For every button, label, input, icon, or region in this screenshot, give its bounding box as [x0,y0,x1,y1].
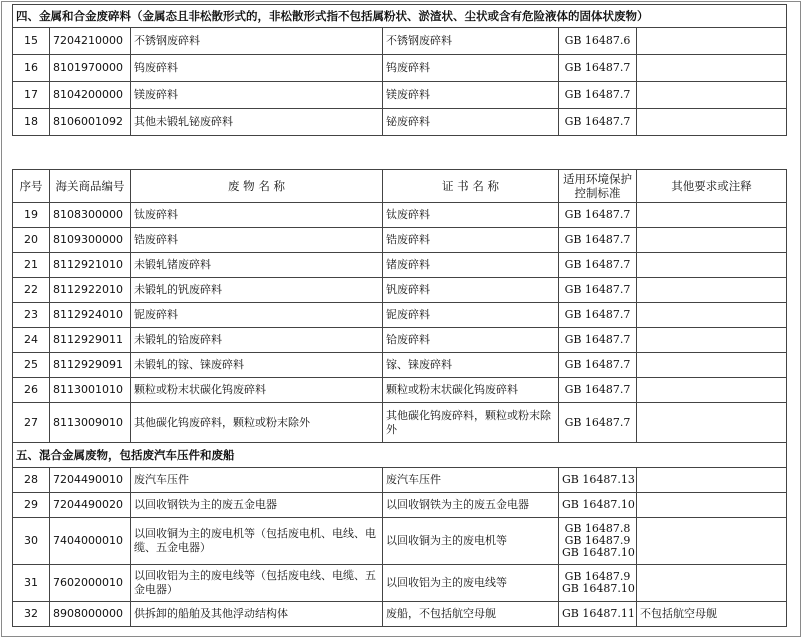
cert-cell: 铌废碎料 [383,303,559,328]
seq-cell: 22 [13,278,50,303]
std-value: GB 16487.7 [564,115,631,128]
code-cell: 8112921010 [50,253,131,278]
table-row [13,565,787,602]
name-cell: 锆废碎料 [131,228,383,253]
note-cell [637,55,787,82]
name-cell: 铌废碎料 [131,303,383,328]
table-row [13,403,787,443]
header-cert: 证 书 名 称 [383,170,559,203]
note-cell [637,493,787,518]
table-row [13,353,787,378]
std-cell [559,518,637,565]
std-value: GB 16487.9 [564,534,631,547]
table-row [13,109,787,136]
table-row [13,228,787,253]
std-value: GB 16487.7 [564,333,631,346]
note-cell [637,518,787,565]
code-cell: 8113001010 [50,378,131,403]
std-value: GB 16487.7 [564,283,631,296]
table-row [13,468,787,493]
seq-cell: 15 [13,28,50,55]
code-cell: 7204210000 [50,28,131,55]
seq-cell: 27 [13,403,50,443]
std-value: GB 16487.8 [564,522,631,535]
std-cell [559,378,637,403]
name-cell: 未锻轧的镓、铼废碎料 [131,353,383,378]
cert-cell: 以回收钢铁为主的废五金电器 [383,493,559,518]
note-cell [637,28,787,55]
name-cell: 以回收钢铁为主的废五金电器 [131,493,383,518]
std-cell [559,403,637,443]
table-row [13,203,787,228]
table-row [13,55,787,82]
cert-cell: 锆废碎料 [383,228,559,253]
cert-cell: 废船，不包括航空母舰 [383,602,559,627]
cert-cell: 不锈钢废碎料 [383,28,559,55]
std-value: GB 16487.7 [564,358,631,371]
std-cell [559,602,637,627]
table-row [13,518,787,565]
table-row [13,602,787,627]
code-cell: 8106001092 [50,109,131,136]
waste-table-part-1 [12,4,787,136]
table-row [13,278,787,303]
note-cell: 不包括航空母舰 [637,602,787,627]
note-cell [637,403,787,443]
std-cell [559,55,637,82]
code-cell: 8112929091 [50,353,131,378]
name-cell: 镁废碎料 [131,82,383,109]
std-cell [559,493,637,518]
cert-cell: 颗粒或粉末状碳化钨废碎料 [383,378,559,403]
std-cell [559,328,637,353]
name-cell: 其他碳化钨废碎料，颗粒或粉末除外 [131,403,383,443]
name-cell: 未锻轧的铪废碎料 [131,328,383,353]
table-row [13,378,787,403]
name-cell: 不锈钢废碎料 [131,28,383,55]
std-cell [559,468,637,493]
seq-cell: 26 [13,378,50,403]
code-cell: 7602000010 [50,565,131,602]
seq-cell: 19 [13,203,50,228]
table-row [13,28,787,55]
seq-cell: 23 [13,303,50,328]
header-note: 其他要求或注释 [637,170,787,203]
std-value: GB 16487.7 [564,308,631,321]
name-cell: 钨废碎料 [131,55,383,82]
header-seq: 序号 [13,170,50,203]
table-row [13,253,787,278]
note-cell [637,278,787,303]
std-value: GB 16487.13 [562,473,635,486]
note-cell [637,468,787,493]
seq-cell: 31 [13,565,50,602]
seq-cell: 30 [13,518,50,565]
code-cell: 8101970000 [50,55,131,82]
seq-cell: 20 [13,228,50,253]
code-cell: 8112929011 [50,328,131,353]
section-title-mixed-metals: 五、混合金属废物，包括废汽车压件和废船 [13,443,787,468]
name-cell: 颗粒或粉末状碳化钨废碎料 [131,378,383,403]
std-cell [559,28,637,55]
std-cell [559,278,637,303]
seq-cell: 28 [13,468,50,493]
cert-cell: 镓、铼废碎料 [383,353,559,378]
seq-cell: 16 [13,55,50,82]
cert-cell: 镁废碎料 [383,82,559,109]
code-cell: 8109300000 [50,228,131,253]
code-cell: 8113009010 [50,403,131,443]
std-cell [559,565,637,602]
section-row [13,443,787,468]
cert-cell: 钨废碎料 [383,55,559,82]
seq-cell: 17 [13,82,50,109]
code-cell: 8108300000 [50,203,131,228]
name-cell: 以回收铝为主的废电线等（包括废电线、电缆、五金电器） [131,565,383,602]
note-cell [637,303,787,328]
std-value: GB 16487.10 [562,546,635,559]
note-cell [637,228,787,253]
name-cell: 未锻轧的钒废碎料 [131,278,383,303]
header-row [13,170,787,203]
waste-table-part-2 [12,169,787,627]
table-row [13,303,787,328]
std-value: GB 16487.7 [564,383,631,396]
std-value: GB 16487.7 [564,61,631,74]
table-row [13,328,787,353]
seq-cell: 29 [13,493,50,518]
std-cell [559,82,637,109]
std-value: GB 16487.10 [562,498,635,511]
cert-cell: 其他碳化钨废碎料，颗粒或粉末除外 [383,403,559,443]
cert-cell: 钒废碎料 [383,278,559,303]
std-cell [559,253,637,278]
note-cell [637,253,787,278]
table-row [13,493,787,518]
cert-cell: 以回收铝为主的废电线等 [383,565,559,602]
cert-cell: 锗废碎料 [383,253,559,278]
std-value: GB 16487.7 [564,258,631,271]
code-cell: 7404000010 [50,518,131,565]
seq-cell: 32 [13,602,50,627]
std-value: GB 16487.7 [564,88,631,101]
section-title-metals: 四、金属和合金废碎料（金属态且非松散形式的，非松散形式指不包括属粉状、淤渣状、尘状或含有危险液体的固体状废物） [13,5,787,28]
std-value: GB 16487.7 [564,208,631,221]
code-cell: 8112924010 [50,303,131,328]
name-cell: 其他未锻轧铋废碎料 [131,109,383,136]
name-cell: 以回收铜为主的废电机等（包括废电机、电线、电缆、五金电器） [131,518,383,565]
name-cell: 未锻轧锗废碎料 [131,253,383,278]
std-cell [559,109,637,136]
header-code: 海关商品编号 [50,170,131,203]
name-cell: 钛废碎料 [131,203,383,228]
std-value: GB 16487.9 [564,570,631,583]
header-name: 废 物 名 称 [131,170,383,203]
table-row [13,82,787,109]
cert-cell: 废汽车压件 [383,468,559,493]
std-value: GB 16487.7 [564,233,631,246]
note-cell [637,109,787,136]
code-cell: 7204490010 [50,468,131,493]
std-cell [559,303,637,328]
std-cell [559,203,637,228]
cert-cell: 铪废碎料 [383,328,559,353]
seq-cell: 25 [13,353,50,378]
cert-cell: 铋废碎料 [383,109,559,136]
std-value: GB 16487.10 [562,582,635,595]
note-cell [637,565,787,602]
std-value: GB 16487.6 [564,34,631,47]
std-value: GB 16487.7 [564,415,631,429]
seq-cell: 18 [13,109,50,136]
seq-cell: 24 [13,328,50,353]
cert-cell: 以回收铜为主的废电机等 [383,518,559,565]
note-cell [637,353,787,378]
code-cell: 8104200000 [50,82,131,109]
name-cell: 废汽车压件 [131,468,383,493]
note-cell [637,82,787,109]
note-cell [637,203,787,228]
note-cell [637,378,787,403]
code-cell: 8908000000 [50,602,131,627]
header-std: 适用环境保护控制标准 [559,170,637,203]
code-cell: 8112922010 [50,278,131,303]
name-cell: 供拆卸的船舶及其他浮动结构体 [131,602,383,627]
cert-cell: 钛废碎料 [383,203,559,228]
std-cell [559,353,637,378]
code-cell: 7204490020 [50,493,131,518]
std-cell [559,228,637,253]
note-cell [637,328,787,353]
seq-cell: 21 [13,253,50,278]
std-value: GB 16487.11 [562,607,635,620]
